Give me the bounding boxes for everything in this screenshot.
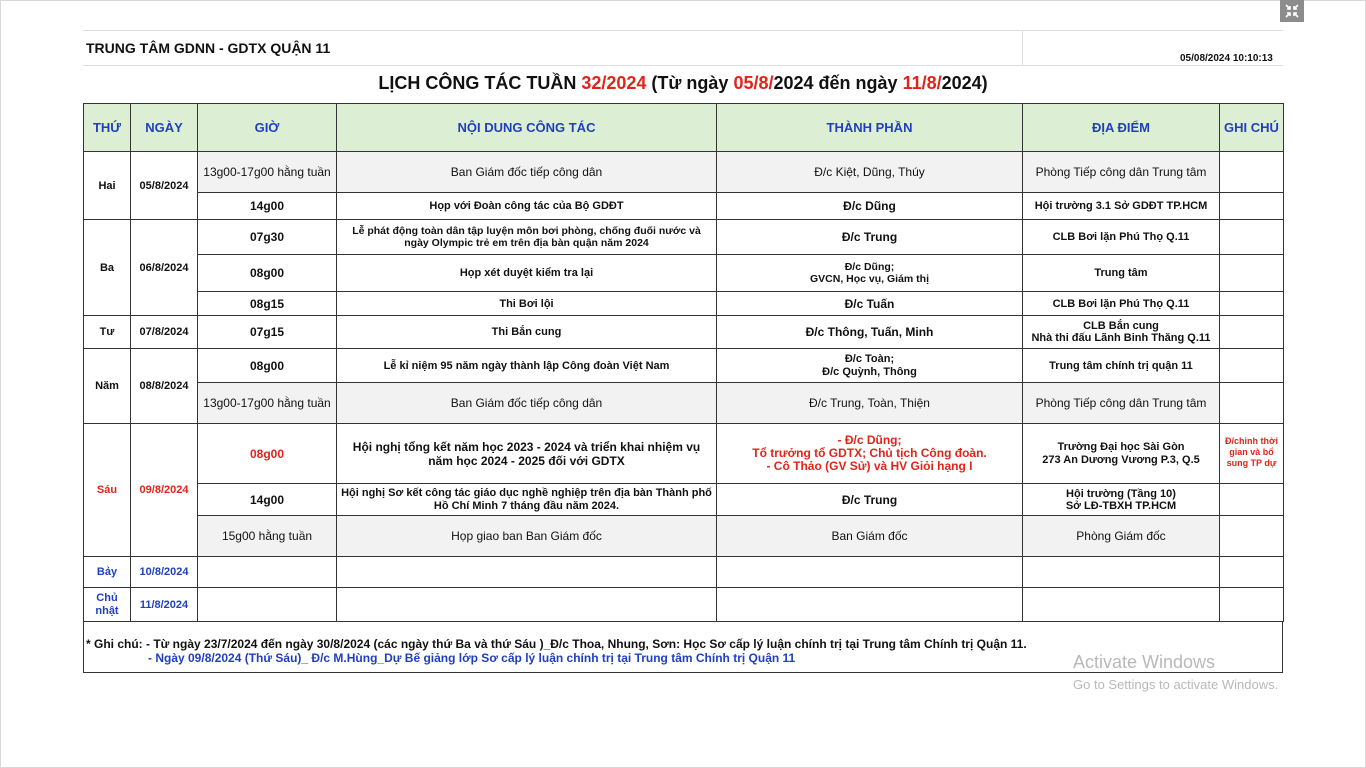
- content-cell: Họp với Đoàn công tác của Bộ GDĐT: [337, 193, 717, 220]
- time-cell: 14g00: [198, 484, 337, 516]
- date-cell: 07/8/2024: [131, 316, 198, 349]
- participants-cell: Đ/c Dũng: [717, 193, 1023, 220]
- watermark-subtitle: Go to Settings to activate Windows.: [1073, 677, 1279, 692]
- content-cell: Họp giao ban Ban Giám đốc: [337, 516, 717, 557]
- location-cell: Trường Đại học Sài Gòn 273 An Dương Vương P.3, Q.5: [1023, 424, 1220, 484]
- location-cell: CLB Bắn cung Nhà thi đấu Lãnh Binh Thăng Q.11: [1023, 316, 1220, 349]
- note-cell: [1220, 516, 1284, 557]
- title-text: 2024 đến ngày: [773, 73, 903, 93]
- title-text: (Từ ngày: [646, 73, 734, 93]
- watermark-title: Activate Windows: [1073, 652, 1216, 672]
- table-row: [84, 383, 1284, 424]
- time-cell: 14g00: [198, 193, 337, 220]
- location-cell: CLB Bơi lặn Phú Thọ Q.11: [1023, 292, 1220, 316]
- footnote-line-2: - Ngày 09/8/2024 (Thứ Sáu)_ Đ/c M.Hùng_Dự Bế giảng lớp Sơ cấp lý luận chính trị tại Trung tâm Chính trị Quận 11: [148, 651, 796, 665]
- note-cell: [1220, 255, 1284, 292]
- location-cell: Trung tâm chính trị quận 11: [1023, 349, 1220, 383]
- location-cell: [1023, 557, 1220, 588]
- content-cell: Lễ kỉ niệm 95 năm ngày thành lập Công đoàn Việt Nam: [337, 349, 717, 383]
- date-cell: 11/8/2024: [131, 588, 198, 622]
- header-border-bottom: [83, 65, 1283, 66]
- date-cell: 06/8/2024: [131, 220, 198, 316]
- participants-cell: Đ/c Toàn; Đ/c Quỳnh, Thông: [717, 349, 1023, 383]
- note-cell: [1220, 588, 1284, 622]
- content-cell: Họp xét duyệt kiểm tra lại: [337, 255, 717, 292]
- participants-cell: Ban Giám đốc: [717, 516, 1023, 557]
- date-cell: 09/8/2024: [131, 424, 198, 557]
- column-header: GIỜ: [198, 104, 337, 152]
- participants-cell: Đ/c Trung: [717, 484, 1023, 516]
- date-cell: 08/8/2024: [131, 349, 198, 424]
- participants-cell: [717, 588, 1023, 622]
- time-cell: [198, 588, 337, 622]
- timestamp: 05/08/2024 10:10:13: [1180, 53, 1273, 64]
- day-cell: Sáu: [84, 424, 131, 557]
- participants-cell: - Đ/c Dũng; Tổ trưởng tổ GDTX; Chủ tịch Công đoàn. - Cô Thảo (GV Sử) và HV Giỏi hạng I: [717, 424, 1023, 484]
- schedule-table: [83, 103, 1284, 622]
- content-cell: Lễ phát động toàn dân tập luyện môn bơi phòng, chống đuối nước và ngày Olympic trẻ em trên địa bàn quận năm 2024: [337, 220, 717, 255]
- table-row: [84, 588, 1284, 622]
- day-cell: Bảy: [84, 557, 131, 588]
- column-header: NGÀY: [131, 104, 198, 152]
- table-row: [84, 292, 1284, 316]
- note-cell: [1220, 193, 1284, 220]
- participants-cell: Đ/c Tuấn: [717, 292, 1023, 316]
- note-cell: [1220, 292, 1284, 316]
- time-cell: 08g00: [198, 349, 337, 383]
- note-cell: [1220, 316, 1284, 349]
- activate-windows-watermark: [1073, 652, 1278, 692]
- column-header: THÀNH PHẦN: [717, 104, 1023, 152]
- footnote-line-1: * Ghi chú: - Từ ngày 23/7/2024 đến ngày 30/8/2024 (các ngày thứ Ba và thứ Sáu )_Đ/c Thoa, Nhung, Sơn: Học Sơ cấp lý luận chính trị tại Trung tâm Chính trị Quận 11.: [86, 637, 1027, 651]
- table-row: [84, 557, 1284, 588]
- note-cell: [1220, 152, 1284, 193]
- organization-name: TRUNG TÂM GDNN - GDTX QUẬN 11: [86, 40, 331, 56]
- location-cell: Trung tâm: [1023, 255, 1220, 292]
- column-header: GHI CHÚ: [1220, 104, 1284, 152]
- participants-cell: Đ/c Dũng; GVCN, Học vụ, Giám thị: [717, 255, 1023, 292]
- content-cell: [337, 588, 717, 622]
- table-row: [84, 220, 1284, 255]
- schedule-title: [83, 73, 1283, 94]
- exit-fullscreen-button[interactable]: [1280, 0, 1304, 22]
- title-to-date: 11/8/: [902, 73, 942, 93]
- header-divider: [1022, 30, 1023, 66]
- title-text: 2024): [941, 73, 988, 93]
- title-week: 32/2024: [581, 73, 647, 93]
- participants-cell: [717, 557, 1023, 588]
- day-cell: Ba: [84, 220, 131, 316]
- content-cell: Ban Giám đốc tiếp công dân: [337, 152, 717, 193]
- content-cell: Hội nghị tổng kết năm học 2023 - 2024 và triển khai nhiệm vụ năm học 2024 - 2025 đối với GDTX: [337, 424, 717, 484]
- column-header: NỘI DUNG CÔNG TÁC: [337, 104, 717, 152]
- content-cell: Thi Bơi lội: [337, 292, 717, 316]
- content-cell: [337, 557, 717, 588]
- note-cell: [1220, 220, 1284, 255]
- table-header-row: [84, 104, 1284, 152]
- table-row: [84, 516, 1284, 557]
- time-cell: 08g15: [198, 292, 337, 316]
- column-header: ĐỊA ĐIỂM: [1023, 104, 1220, 152]
- participants-cell: Đ/c Trung: [717, 220, 1023, 255]
- time-cell: 07g30: [198, 220, 337, 255]
- time-cell: 07g15: [198, 316, 337, 349]
- note-cell: [1220, 484, 1284, 516]
- participants-cell: Đ/c Trung, Toàn, Thiện: [717, 383, 1023, 424]
- day-cell: Năm: [84, 349, 131, 424]
- table-row: [84, 152, 1284, 193]
- table-row: [84, 193, 1284, 220]
- day-cell: Hai: [84, 152, 131, 220]
- location-cell: CLB Bơi lặn Phú Thọ Q.11: [1023, 220, 1220, 255]
- table-row: [84, 349, 1284, 383]
- location-cell: Hội trường 3.1 Sở GDĐT TP.HCM: [1023, 193, 1220, 220]
- table-row: [84, 484, 1284, 516]
- title-from-date: 05/8/: [733, 73, 774, 93]
- header-border: [83, 30, 1283, 31]
- note-cell: Đ/chỉnh thời gian và bổ sung TP dự: [1220, 424, 1284, 484]
- table-row: [84, 424, 1284, 484]
- participants-cell: Đ/c Thông, Tuấn, Minh: [717, 316, 1023, 349]
- date-cell: 10/8/2024: [131, 557, 198, 588]
- time-cell: 15g00 hằng tuần: [198, 516, 337, 557]
- location-cell: Phòng Giám đốc: [1023, 516, 1220, 557]
- table-row: [84, 255, 1284, 292]
- day-cell: Tư: [84, 316, 131, 349]
- table-row: [84, 316, 1284, 349]
- location-cell: Phòng Tiếp công dân Trung tâm: [1023, 383, 1220, 424]
- location-cell: Phòng Tiếp công dân Trung tâm: [1023, 152, 1220, 193]
- note-cell: [1220, 349, 1284, 383]
- participants-cell: Đ/c Kiệt, Dũng, Thúy: [717, 152, 1023, 193]
- content-cell: Thi Bắn cung: [337, 316, 717, 349]
- date-cell: 05/8/2024: [131, 152, 198, 220]
- time-cell: 08g00: [198, 424, 337, 484]
- location-cell: [1023, 588, 1220, 622]
- column-header: THỨ: [84, 104, 131, 152]
- time-cell: 13g00-17g00 hằng tuần: [198, 383, 337, 424]
- content-cell: Ban Giám đốc tiếp công dân: [337, 383, 717, 424]
- content-cell: Hội nghị Sơ kết công tác giáo dục nghề nghiệp trên địa bàn Thành phố Hồ Chí Minh 7 tháng đầu năm 2024.: [337, 484, 717, 516]
- day-cell: Chủ nhật: [84, 588, 131, 622]
- title-text: LỊCH CÔNG TÁC TUẦN: [378, 73, 582, 93]
- time-cell: 08g00: [198, 255, 337, 292]
- time-cell: [198, 557, 337, 588]
- collapse-icon: [1280, 0, 1304, 22]
- time-cell: 13g00-17g00 hằng tuần: [198, 152, 337, 193]
- note-cell: [1220, 383, 1284, 424]
- location-cell: Hội trường (Tầng 10) Sở LĐ-TBXH TP.HCM: [1023, 484, 1220, 516]
- note-cell: [1220, 557, 1284, 588]
